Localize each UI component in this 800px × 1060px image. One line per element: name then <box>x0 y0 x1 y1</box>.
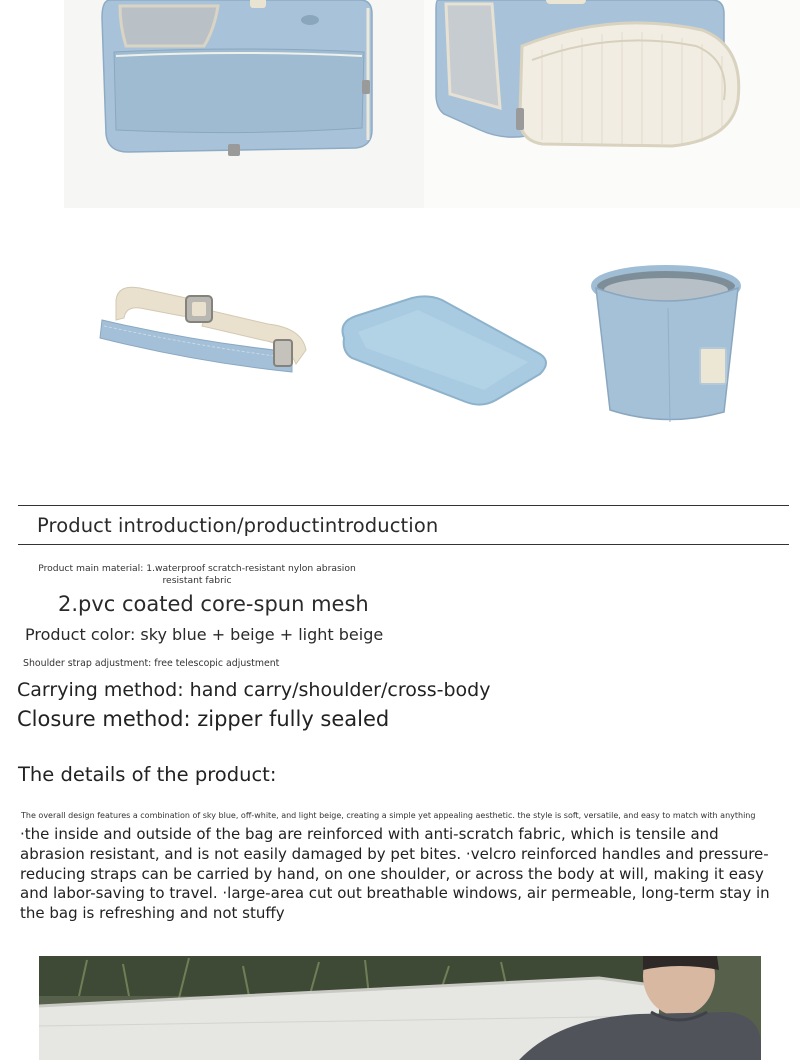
spec-strap-adjustment: Shoulder strap adjustment: free telescopic adjustment <box>23 658 280 669</box>
details-body: ·the inside and outside of the bag are reinforced with anti-scratch fabric, which is tensile and abrasion resistant, and is not easily damaged by pet bites. ·velcro reinforced handles and pressure-reducing straps can be carried by hand, on one shoulder, or across the body at will, making it easy and labor-saving to travel. ·large-area cut out breathable windows, air permeable, long-term stay in the bag is refreshing and not stuffy <box>20 825 770 923</box>
lifestyle-photo <box>39 956 761 1060</box>
carrier-bag-image <box>100 0 380 160</box>
spec-material: Product main material: 1.waterproof scratch-resistant nylon abrasion resistant fabric <box>38 563 356 586</box>
collapsible-bowl-image <box>588 262 744 428</box>
shoulder-strap-image <box>96 280 316 380</box>
details-summary: The overall design features a combination of sky blue, off-white, and light beige, creating a simple yet appealing aesthetic. the style is soft, versatile, and easy to match with anything <box>21 811 756 820</box>
carrier-bag-expanded-image <box>432 0 752 160</box>
spec-mesh: 2.pvc coated core-spun mesh <box>58 592 369 616</box>
details-heading: The details of the product: <box>18 763 277 786</box>
spec-carrying-method: Carrying method: hand carry/shoulder/cross-body <box>17 679 491 701</box>
pet-mat-image <box>336 292 551 410</box>
spec-closure-method: Closure method: zipper fully sealed <box>17 707 390 731</box>
section-divider-bottom <box>18 544 789 545</box>
section-divider-top <box>18 505 789 506</box>
section-title: Product introduction/productintroduction <box>37 514 439 537</box>
spec-color: Product color: sky blue + beige + light beige <box>25 625 384 644</box>
